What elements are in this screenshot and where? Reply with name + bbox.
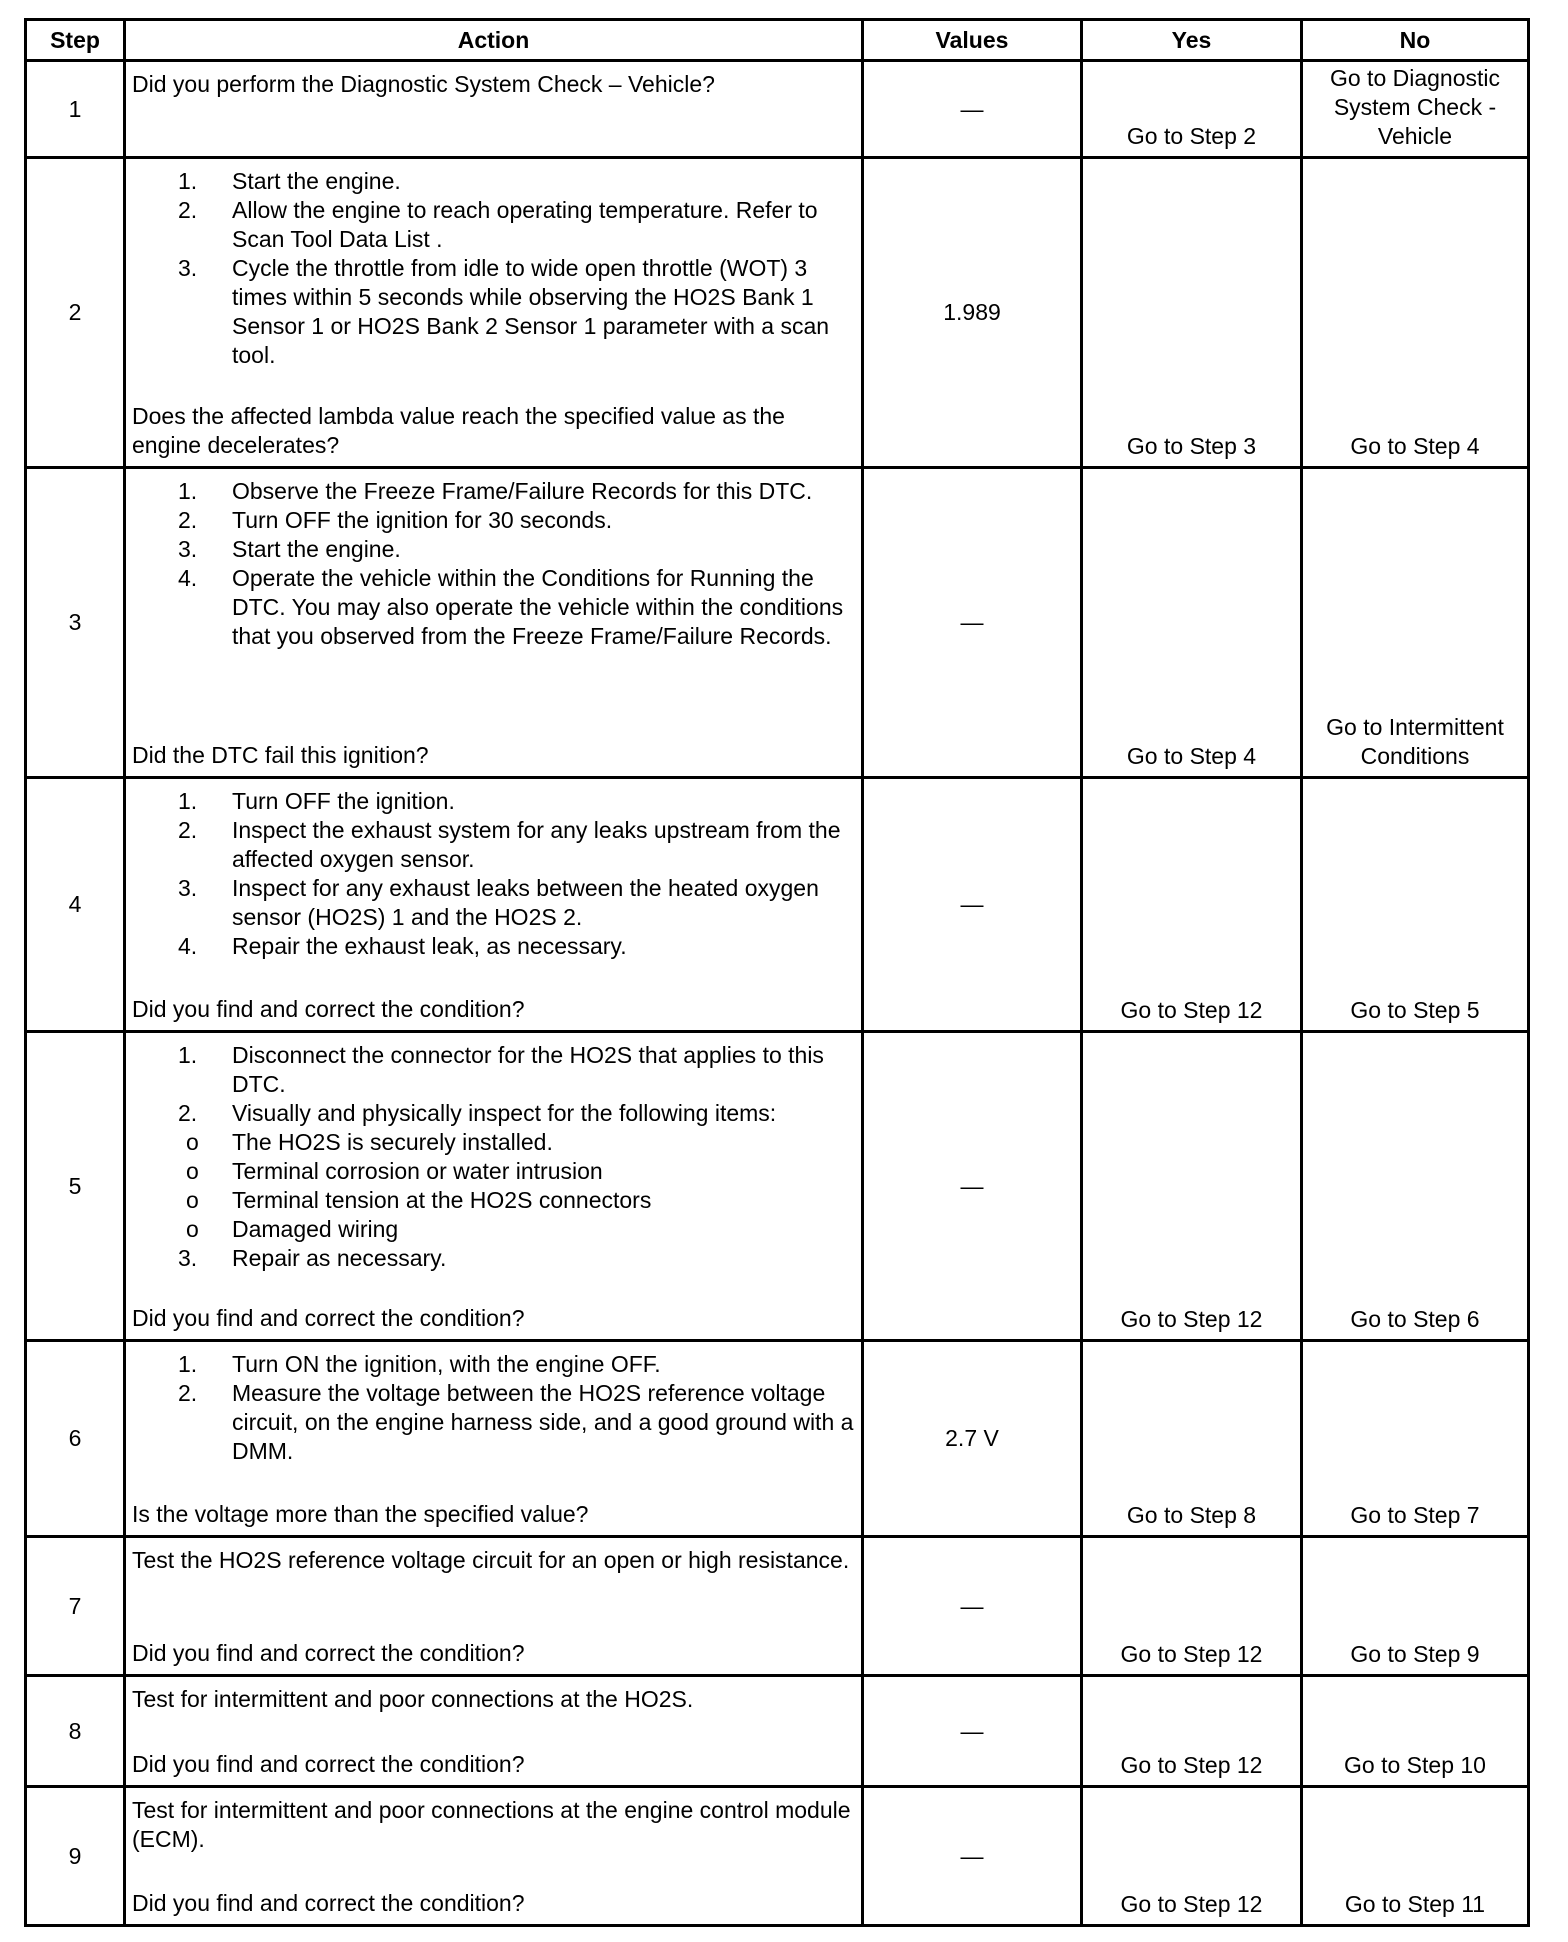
list-item: 3. Start the engine. [178,536,401,562]
header-values: Values [863,20,1082,61]
no-cell: Go to Step 4 [1350,433,1480,459]
value-cell: — [960,1717,984,1744]
sub-list-item: o The HO2S is securely installed. [186,1129,553,1155]
table-row [26,61,1529,158]
yes-cell: Go to Step 3 [1126,433,1257,459]
table-row [26,1676,1529,1787]
action-list [132,167,855,370]
question-text: Is the voltage more than the specified value? [132,1501,589,1527]
yes-cell: Go to Step 2 [1126,123,1257,149]
value-cell: 1.989 [943,299,1001,325]
list-item: 1. Turn ON the ignition, with the engine OFF. [178,1351,661,1377]
table-row [26,1537,1529,1676]
step-number: 9 [68,1842,82,1869]
list-item: 3. Repair as necessary. [178,1245,447,1271]
value-cell: 2.7 V [945,1425,999,1451]
value-cell: — [960,1842,984,1869]
list-item: 2. Measure the voltage between the HO2S reference voltage circuit, on the engine harness side, and a good ground with a DMM. [178,1380,854,1464]
header-row [26,20,1529,61]
question-text: Did you find and correct the condition? [132,1890,525,1916]
list-item: 2. Visually and physically inspect for the following items: o The HO2S is securely installed. o Terminal corrosion or water intrusion o Terminal tension at the HO2S connectors o Damaged wiring [232,1099,855,1244]
no-cell: Go to Step 11 [1344,1891,1486,1917]
table-row [26,1787,1529,1926]
question-text: Did you find and correct the condition? [132,1640,525,1666]
step-number: 3 [68,609,82,635]
yes-cell: Go to Step 12 [1120,1306,1263,1332]
value-cell: — [960,609,984,635]
action-text: Test the HO2S reference voltage circuit for an open or high resistance. [132,1547,850,1573]
value-cell: — [960,95,984,122]
table-row [26,1032,1529,1341]
table-row [26,158,1529,468]
action-text: Did you perform the Diagnostic System Check – Vehicle? [132,71,715,97]
list-item: 4. Repair the exhaust leak, as necessary. [178,933,627,959]
value-cell: — [960,1172,984,1199]
no-cell: Go to Intermittent Conditions [1326,714,1504,769]
yes-cell: Go to Step 4 [1126,743,1257,769]
header-step: Step [26,20,125,61]
value-cell: — [960,891,984,917]
action-list [132,477,855,651]
question-text: Did you find and correct the condition? [132,1751,525,1777]
sub-list-item: o Damaged wiring [186,1216,399,1242]
list-item: 2. Turn OFF the ignition for 30 seconds. [178,507,613,533]
yes-cell: Go to Step 12 [1120,1641,1263,1667]
list-item: 1. Observe the Freeze Frame/Failure Records for this DTC. [178,478,813,504]
action-list [132,1041,855,1273]
yes-cell: Go to Step 12 [1120,1891,1263,1917]
step-number: 5 [68,1172,82,1199]
yes-cell: Go to Step 12 [1120,1752,1263,1778]
question-text: Did you find and correct the condition? [132,1305,525,1331]
header-action: Action [125,20,863,61]
step-number: 8 [68,1717,82,1744]
no-cell: Go to Step 10 [1344,1752,1486,1778]
list-item: 2. Allow the engine to reach operating temperature. Refer to Scan Tool Data List . [178,197,818,252]
list-item: 1. Turn OFF the ignition. [178,788,455,814]
no-cell: Go to Step 9 [1350,1641,1480,1667]
step-number: 2 [68,299,82,325]
step-number: 6 [68,1425,82,1451]
step-number: 4 [68,891,82,917]
no-cell: Go to Step 6 [1350,1306,1480,1332]
table-row [26,468,1529,778]
list-item: 4. Operate the vehicle within the Conditions for Running the DTC. You may also operate the vehicle within the conditions that you observed from the Freeze Frame/Failure Records. [178,565,844,649]
header-no: No [1302,20,1529,61]
action-text: Test for intermittent and poor connections at the HO2S. [132,1686,694,1712]
question-text: Did you find and correct the condition? [132,996,525,1022]
action-list [132,787,855,961]
table-row [26,778,1529,1032]
yes-cell: Go to Step 12 [1120,997,1263,1023]
step-number: 7 [68,1592,82,1619]
list-item: 3. Cycle the throttle from idle to wide open throttle (WOT) 3 times within 5 seconds while observing the HO2S Bank 1 Sensor 1 or HO2S Bank 2 Sensor 1 parameter with a scan tool. [178,255,830,368]
yes-cell: Go to Step 8 [1126,1502,1257,1528]
sub-list-item: o Terminal corrosion or water intrusion [186,1158,603,1184]
action-text: Test for intermittent and poor connections at the engine control module (ECM). [132,1797,851,1852]
no-cell: Go to Step 5 [1350,997,1480,1023]
action-list [132,1350,855,1466]
step-number: 1 [68,95,82,122]
list-item: 3. Inspect for any exhaust leaks between the heated oxygen sensor (HO2S) 1 and the HO2S 2. [178,875,819,930]
diagnostic-table [24,18,1530,1927]
no-cell: Go to Step 7 [1350,1502,1480,1528]
value-cell: — [960,1592,984,1619]
sub-list-item: o Terminal tension at the HO2S connectors [186,1187,652,1213]
list-item: 1. Start the engine. [178,168,401,194]
question-text: Did the DTC fail this ignition? [132,742,429,768]
list-item: 2. Inspect the exhaust system for any leaks upstream from the affected oxygen sensor. [178,817,841,872]
header-yes: Yes [1082,20,1302,61]
table-row [26,1341,1529,1537]
sub-list [132,1128,855,1244]
question-text: Does the affected lambda value reach the specified value as the engine decelerates? [132,403,785,458]
list-item: 1. Disconnect the connector for the HO2S that applies to this DTC. [178,1042,824,1097]
no-cell: Go to Diagnostic System Check - Vehicle [1329,65,1501,149]
